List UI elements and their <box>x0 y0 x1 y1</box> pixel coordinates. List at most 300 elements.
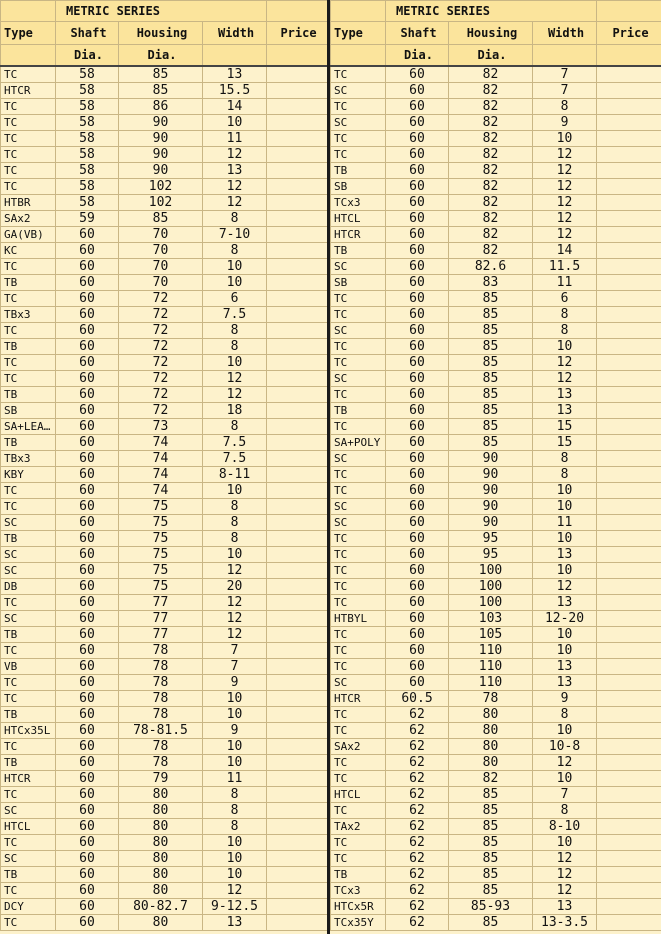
housing-dia-cell: 85 <box>449 355 533 371</box>
width-cell: 8 <box>203 323 267 339</box>
housing-dia-cell: 90 <box>449 451 533 467</box>
housing-dia-cell: 72 <box>119 387 203 403</box>
price-cell <box>597 739 661 755</box>
shaft-dia-cell: 60 <box>56 323 119 339</box>
width-cell: 10 <box>203 547 267 563</box>
housing-dia-cell: 78 <box>119 707 203 723</box>
shaft-dia-cell: 60 <box>386 467 449 483</box>
type-cell: TCx35Y <box>331 915 386 931</box>
table-row <box>1 851 328 867</box>
width-cell: 14 <box>203 99 267 115</box>
shaft-dia-cell: 60 <box>56 403 119 419</box>
price-cell <box>267 99 328 115</box>
width-cell: 8 <box>533 99 597 115</box>
housing-dia-cell: 70 <box>119 227 203 243</box>
width-cell: 9-12.5 <box>203 899 267 915</box>
table-row <box>1 387 328 403</box>
housing-dia-cell: 95 <box>449 531 533 547</box>
column-header-housing: Housing <box>449 22 533 45</box>
shaft-dia-cell: 60 <box>386 83 449 99</box>
table-row <box>331 291 661 307</box>
table-row <box>331 211 661 227</box>
type-cell: TB <box>331 403 386 419</box>
table-row <box>331 643 661 659</box>
width-cell: 7 <box>203 643 267 659</box>
type-cell: TB <box>1 755 56 771</box>
price-cell <box>597 755 661 771</box>
width-cell: 13 <box>203 163 267 179</box>
table-row <box>1 899 328 915</box>
type-cell: KC <box>1 243 56 259</box>
price-cell <box>597 867 661 883</box>
width-cell: 10-8 <box>533 739 597 755</box>
shaft-dia-cell: 60 <box>56 355 119 371</box>
shaft-dia-cell: 60 <box>56 371 119 387</box>
width-cell: 10 <box>203 755 267 771</box>
shaft-dia-cell: 62 <box>386 707 449 723</box>
price-cell <box>267 243 328 259</box>
table-row <box>331 195 661 211</box>
type-cell: DB <box>1 579 56 595</box>
width-cell: 8 <box>203 531 267 547</box>
width-cell: 10 <box>203 691 267 707</box>
width-cell: 10 <box>203 739 267 755</box>
table-row <box>331 83 661 99</box>
table-row <box>1 595 328 611</box>
table-row <box>331 163 661 179</box>
housing-dia-cell: 95 <box>449 547 533 563</box>
price-cell <box>267 707 328 723</box>
type-cell: HTCL <box>1 819 56 835</box>
type-cell: SB <box>1 403 56 419</box>
price-cell <box>267 451 328 467</box>
price-cell <box>267 835 328 851</box>
shaft-dia-cell: 60 <box>386 579 449 595</box>
type-cell: TB <box>1 531 56 547</box>
table-row <box>1 259 328 275</box>
housing-dia-cell: 105 <box>449 627 533 643</box>
table-row <box>331 595 661 611</box>
width-cell: 10 <box>533 643 597 659</box>
shaft-dia-cell: 62 <box>386 723 449 739</box>
table-row <box>1 403 328 419</box>
price-cell <box>597 83 661 99</box>
shaft-dia-cell: 60 <box>386 211 449 227</box>
column-header-price: Price <box>597 22 661 45</box>
table-row <box>1 835 328 851</box>
table-row <box>1 179 328 195</box>
table-row <box>1 915 328 931</box>
shaft-dia-cell: 60 <box>386 291 449 307</box>
housing-dia-cell: 72 <box>119 355 203 371</box>
table-row <box>331 675 661 691</box>
type-cell: HTCx35L <box>1 723 56 739</box>
table-row <box>1 547 328 563</box>
type-cell: TB <box>1 435 56 451</box>
shaft-dia-cell: 60 <box>386 371 449 387</box>
shaft-dia-cell: 58 <box>56 115 119 131</box>
table-row <box>1 563 328 579</box>
table-row <box>331 147 661 163</box>
housing-dia-cell: 80 <box>119 867 203 883</box>
price-cell <box>267 259 328 275</box>
width-cell: 13 <box>533 387 597 403</box>
shaft-dia-cell: 60 <box>56 835 119 851</box>
shaft-dia-cell: 58 <box>56 83 119 99</box>
width-cell: 8 <box>533 707 597 723</box>
price-cell <box>267 195 328 211</box>
shaft-dia-cell: 60 <box>386 323 449 339</box>
type-cell: TC <box>331 723 386 739</box>
price-cell <box>267 339 328 355</box>
table-row <box>331 739 661 755</box>
housing-dia-cell: 82 <box>449 131 533 147</box>
housing-dia-cell: 82 <box>449 66 533 83</box>
price-cell <box>597 835 661 851</box>
shaft-dia-cell: 60 <box>56 627 119 643</box>
type-cell: SC <box>331 115 386 131</box>
metric-series-table-right <box>330 0 661 931</box>
shaft-dia-cell: 60 <box>386 115 449 131</box>
type-cell: SC <box>1 515 56 531</box>
type-cell: HTCL <box>331 787 386 803</box>
price-cell <box>267 371 328 387</box>
housing-dia-cell: 82 <box>449 195 533 211</box>
table-row <box>1 83 328 99</box>
table-row <box>331 227 661 243</box>
shaft-dia-cell: 60 <box>386 403 449 419</box>
shaft-dia-cell: 60 <box>386 275 449 291</box>
price-cell <box>267 643 328 659</box>
price-cell <box>267 419 328 435</box>
table-row <box>331 803 661 819</box>
table-body-left <box>1 66 328 931</box>
housing-dia-cell: 90 <box>449 515 533 531</box>
table-row <box>331 179 661 195</box>
housing-dia-cell: 85 <box>449 915 533 931</box>
housing-dia-cell: 78 <box>119 643 203 659</box>
width-cell: 8 <box>533 451 597 467</box>
column-header-shaft: Shaft <box>386 22 449 45</box>
type-cell: TC <box>331 531 386 547</box>
width-cell: 9 <box>533 691 597 707</box>
housing-dia-cell: 72 <box>119 339 203 355</box>
width-cell: 11 <box>203 771 267 787</box>
housing-dia-cell: 82 <box>449 115 533 131</box>
type-cell: SC <box>1 851 56 867</box>
width-cell: 12 <box>203 179 267 195</box>
shaft-dia-cell: 60 <box>386 611 449 627</box>
price-cell <box>267 675 328 691</box>
shaft-dia-cell: 60 <box>56 259 119 275</box>
price-cell <box>267 115 328 131</box>
shaft-dia-cell: 60 <box>56 451 119 467</box>
housing-dia-cell: 75 <box>119 515 203 531</box>
type-cell: TC <box>1 147 56 163</box>
price-cell <box>597 243 661 259</box>
housing-dia-cell: 82 <box>449 179 533 195</box>
price-cell <box>597 275 661 291</box>
table-row <box>1 323 328 339</box>
housing-dia-cell: 80 <box>119 915 203 931</box>
shaft-dia-cell: 60 <box>56 643 119 659</box>
type-cell: DCY <box>1 899 56 915</box>
table-row <box>331 787 661 803</box>
shaft-dia-cell: 60 <box>386 547 449 563</box>
width-cell: 12 <box>533 163 597 179</box>
type-cell: TC <box>1 691 56 707</box>
type-cell: TC <box>1 99 56 115</box>
table-row <box>1 611 328 627</box>
shaft-dia-cell: 60 <box>56 611 119 627</box>
price-cell <box>597 355 661 371</box>
price-cell <box>597 627 661 643</box>
shaft-dia-cell: 60 <box>56 243 119 259</box>
housing-dia-cell: 85 <box>449 835 533 851</box>
shaft-dia-cell: 60 <box>386 675 449 691</box>
type-cell: HTBR <box>1 195 56 211</box>
width-cell: 8-10 <box>533 819 597 835</box>
shaft-dia-cell: 60 <box>56 579 119 595</box>
price-cell <box>267 163 328 179</box>
shaft-dia-cell: 60 <box>56 691 119 707</box>
shaft-dia-cell: 62 <box>386 755 449 771</box>
shaft-dia-cell: 60 <box>56 387 119 403</box>
shaft-dia-cell: 60 <box>56 771 119 787</box>
housing-dia-cell: 78 <box>119 659 203 675</box>
type-cell: TC <box>1 355 56 371</box>
column-subheader-row <box>331 45 661 67</box>
type-cell: TC <box>331 291 386 307</box>
housing-dia-cell: 90 <box>119 147 203 163</box>
table-row <box>1 643 328 659</box>
width-cell: 10 <box>533 531 597 547</box>
price-cell <box>597 179 661 195</box>
price-cell <box>597 163 661 179</box>
type-cell: SC <box>331 259 386 275</box>
shaft-dia-cell: 59 <box>56 211 119 227</box>
table-row <box>331 899 661 915</box>
table-row <box>1 531 328 547</box>
housing-dia-cell: 85 <box>119 66 203 83</box>
column-header-price: Price <box>267 22 328 45</box>
table-row <box>1 883 328 899</box>
housing-dia-cell: 110 <box>449 659 533 675</box>
price-cell <box>267 547 328 563</box>
type-cell: TC <box>1 915 56 931</box>
shaft-dia-cell: 60 <box>56 435 119 451</box>
width-cell: 8 <box>203 787 267 803</box>
width-cell: 8 <box>203 211 267 227</box>
shaft-dia-cell: 60 <box>56 723 119 739</box>
price-cell <box>267 147 328 163</box>
table-row <box>1 499 328 515</box>
price-cell <box>597 211 661 227</box>
width-cell: 7 <box>533 66 597 83</box>
shaft-dia-cell: 58 <box>56 163 119 179</box>
shaft-dia-cell: 60 <box>386 147 449 163</box>
price-cell <box>597 195 661 211</box>
width-cell: 8 <box>533 803 597 819</box>
table-row <box>1 723 328 739</box>
shaft-dia-cell: 62 <box>386 851 449 867</box>
shaft-dia-cell: 60 <box>386 163 449 179</box>
width-cell: 6 <box>203 291 267 307</box>
width-cell: 10 <box>203 275 267 291</box>
width-cell: 12 <box>203 611 267 627</box>
housing-dia-cell: 90 <box>119 131 203 147</box>
price-cell <box>267 579 328 595</box>
shaft-dia-cell: 60 <box>56 339 119 355</box>
housing-dia-cell: 85 <box>449 371 533 387</box>
table-row <box>1 691 328 707</box>
shaft-dia-cell: 60 <box>386 419 449 435</box>
series-title: METRIC SERIES <box>56 1 267 22</box>
housing-dia-cell: 72 <box>119 371 203 387</box>
width-cell: 12 <box>203 387 267 403</box>
type-cell: TB <box>1 275 56 291</box>
column-header-width: Width <box>203 22 267 45</box>
width-cell: 11 <box>533 515 597 531</box>
housing-dia-cell: 78-81.5 <box>119 723 203 739</box>
price-cell <box>597 115 661 131</box>
table-row <box>331 131 661 147</box>
table-row <box>331 771 661 787</box>
type-cell: TC <box>331 835 386 851</box>
width-cell: 8 <box>203 819 267 835</box>
shaft-dia-cell: 60 <box>56 707 119 723</box>
housing-dia-cell: 73 <box>119 419 203 435</box>
table-row <box>331 835 661 851</box>
shaft-dia-cell: 60 <box>386 243 449 259</box>
width-cell: 10 <box>203 835 267 851</box>
width-cell: 8 <box>533 323 597 339</box>
shaft-dia-cell: 60 <box>56 227 119 243</box>
type-cell: HTCL <box>331 211 386 227</box>
type-cell: TB <box>1 627 56 643</box>
type-cell: TC <box>331 387 386 403</box>
housing-dia-cell: 90 <box>119 115 203 131</box>
housing-dia-cell: 90 <box>449 467 533 483</box>
type-cell: SC <box>331 451 386 467</box>
type-cell: KBY <box>1 467 56 483</box>
shaft-dia-cell: 62 <box>386 835 449 851</box>
shaft-dia-cell: 62 <box>386 771 449 787</box>
price-cell <box>267 515 328 531</box>
width-cell: 12 <box>203 147 267 163</box>
width-cell: 13 <box>533 675 597 691</box>
table-row <box>331 435 661 451</box>
shaft-dia-cell: 60 <box>56 867 119 883</box>
table-row <box>1 787 328 803</box>
price-cell <box>267 323 328 339</box>
shaft-dia-cell: 60 <box>56 467 119 483</box>
shaft-dia-cell: 60 <box>56 787 119 803</box>
price-cell <box>597 259 661 275</box>
housing-dia-cell: 100 <box>449 579 533 595</box>
width-cell: 7.5 <box>203 435 267 451</box>
price-cell <box>267 883 328 899</box>
price-cell <box>267 387 328 403</box>
price-cell <box>597 723 661 739</box>
table-row <box>331 611 661 627</box>
shaft-dia-cell: 60 <box>56 755 119 771</box>
width-cell: 15 <box>533 435 597 451</box>
table-row <box>1 435 328 451</box>
housing-dia-cell: 82 <box>449 227 533 243</box>
type-cell: TC <box>331 707 386 723</box>
width-cell: 10 <box>203 851 267 867</box>
housing-dia-cell: 100 <box>449 595 533 611</box>
column-header-housing: Housing <box>119 22 203 45</box>
type-cell: TC <box>331 563 386 579</box>
price-cell <box>597 387 661 403</box>
type-cell: TC <box>331 307 386 323</box>
shaft-dia-cell: 60 <box>386 259 449 275</box>
price-cell <box>267 627 328 643</box>
housing-dia-cell: 80 <box>119 851 203 867</box>
housing-dia-cell: 72 <box>119 307 203 323</box>
price-cell <box>597 147 661 163</box>
price-cell <box>267 531 328 547</box>
width-cell: 13 <box>533 659 597 675</box>
shaft-dia-cell: 60 <box>386 659 449 675</box>
price-cell <box>267 851 328 867</box>
column-subheader-shaft-dia: Dia. <box>386 45 449 67</box>
type-cell: TC <box>1 883 56 899</box>
type-cell: TC <box>331 755 386 771</box>
price-cell <box>267 499 328 515</box>
shaft-dia-cell: 62 <box>386 899 449 915</box>
price-cell <box>267 83 328 99</box>
type-cell: TC <box>331 771 386 787</box>
housing-dia-cell: 79 <box>119 771 203 787</box>
price-cell <box>267 771 328 787</box>
housing-dia-cell: 90 <box>119 163 203 179</box>
width-cell: 7 <box>203 659 267 675</box>
width-cell: 12 <box>533 195 597 211</box>
width-cell: 13 <box>533 899 597 915</box>
price-cell <box>267 275 328 291</box>
shaft-dia-cell: 60 <box>56 883 119 899</box>
width-cell: 13 <box>533 595 597 611</box>
shaft-dia-cell: 60 <box>386 595 449 611</box>
width-cell: 12 <box>203 195 267 211</box>
column-subheader-row <box>1 45 328 67</box>
shaft-dia-cell: 58 <box>56 147 119 163</box>
table-row <box>331 563 661 579</box>
table-row <box>331 755 661 771</box>
table-row <box>1 211 328 227</box>
table-row <box>331 547 661 563</box>
housing-dia-cell: 80 <box>119 883 203 899</box>
price-cell <box>597 547 661 563</box>
shaft-dia-cell: 60 <box>386 179 449 195</box>
price-cell <box>597 659 661 675</box>
shaft-dia-cell: 60 <box>386 355 449 371</box>
type-cell: TC <box>331 851 386 867</box>
table-row <box>331 115 661 131</box>
width-cell: 10 <box>533 339 597 355</box>
width-cell: 7 <box>533 787 597 803</box>
width-cell: 9 <box>533 115 597 131</box>
column-header-type: Type <box>331 22 386 45</box>
type-cell: TC <box>331 547 386 563</box>
type-cell: SC <box>331 675 386 691</box>
housing-dia-cell: 85 <box>449 867 533 883</box>
table-row <box>331 691 661 707</box>
housing-dia-cell: 72 <box>119 403 203 419</box>
